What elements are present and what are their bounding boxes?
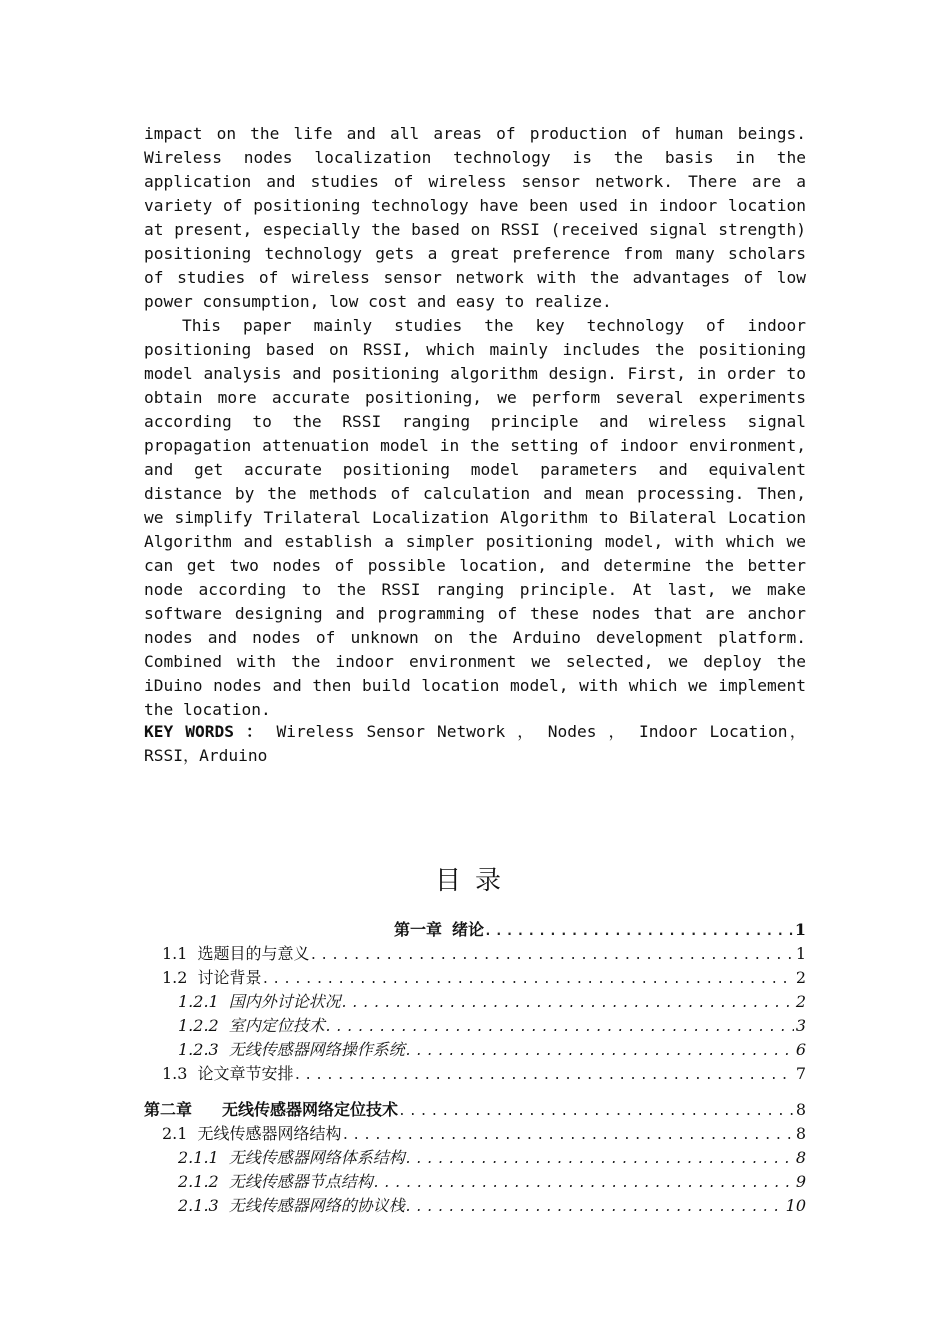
toc-entry-page: 2 [795, 992, 806, 1011]
toc-entry-chapter-1[interactable] [144, 918, 806, 942]
toc-entry-1-2-1[interactable] [144, 990, 806, 1014]
toc-entry-label: 室内定位技术 [228, 1016, 325, 1035]
toc-entry-label: 无线传感器网络体系结构 [228, 1148, 405, 1167]
toc-entry-1-1[interactable] [144, 942, 806, 966]
toc-entry-number: 1.1 [162, 944, 188, 963]
toc-entry-page: 6 [795, 1040, 806, 1059]
toc-entry-page: 10 [785, 1196, 806, 1215]
toc-leader-dots [373, 1172, 794, 1194]
toc-entry-page: 1 [794, 920, 806, 939]
toc-entry-1-2-3[interactable] [144, 1038, 806, 1062]
toc-entry-page: 9 [795, 1172, 806, 1191]
toc-leader-dots [261, 968, 793, 990]
toc-title: 目录 [434, 866, 515, 896]
toc-entry-label: 无线传感器网络定位技术 [222, 1100, 399, 1119]
toc-leader-dots [341, 1124, 793, 1146]
toc-entry-label: 选题目的与意义 [197, 944, 310, 963]
toc-entry-number: 第二章 [144, 1100, 193, 1119]
toc-leader-dots [309, 944, 793, 966]
toc-entry-page: 1 [795, 944, 806, 963]
toc-entry-label: 无线传感器节点结构 [228, 1172, 373, 1191]
toc-entry-label: 论文章节安排 [197, 1064, 294, 1083]
toc-entry-page: 7 [795, 1064, 806, 1083]
keywords-label: KEY WORDS ： [144, 722, 265, 741]
toc-entry-page: 8 [795, 1148, 806, 1167]
toc-entry-number: 2.1 [162, 1124, 188, 1143]
toc-leader-dots [405, 1196, 784, 1218]
toc-leader-dots [325, 1016, 794, 1038]
toc-entry-number: 1.3 [162, 1064, 188, 1083]
toc-entry-page: 8 [795, 1100, 806, 1119]
abstract-paragraph-2: This paper mainly studies the key technology of indoor positioning based on RSSI, which mainly includes the positioning model analysis and positioning algorithm design. First, in order to obtain more accurate positioning, we perform several experiments according to the RSSI ranging principle and wireless signal propagation attenuation model in the setting of indoor environment, and get accurate positioning model parameters and equivalent distance by the methods of calculation and mean processing. Then, we simplify Trilateral Localization Algorithm to Bilateral Location Algorithm and establish a simpler positioning model, with which we can get two nodes of possible location, and determine the better node according to the RSSI ranging principle. At last, we make software designing and programming of these nodes that are anchor nodes and nodes of unknown on the Arduino development platform. Combined with the indoor environment we selected, we deploy the iDuino nodes and then build location model, with which we implement the location. [144, 316, 806, 719]
keywords-text: Wireless Sensor Network ， Nodes ， Indoor Location，RSSI，Arduino [144, 722, 806, 765]
toc-entry-number: 1.2.3 [178, 1040, 219, 1059]
toc-leader-dots [293, 1064, 793, 1086]
toc-entry-2-1-2[interactable] [144, 1170, 806, 1194]
toc-entry-label: 国内外讨论状况 [228, 992, 341, 1011]
abstract-paragraph-1: impact on the life and all areas of production of human beings. Wireless nodes localization technology is the basis in the application and studies of wireless sensor network. There are a variety of positioning technology have been used in indoor location at present, especially the based on RSSI (received signal strength) positioning technology gets a great preference from many scholars of studies of wireless sensor network with the advantages of low power consumption, low cost and easy to realize. [144, 124, 806, 311]
toc-entry-2-1-1[interactable] [144, 1146, 806, 1170]
toc-leader-dots [405, 1040, 794, 1062]
toc-entry-number: 1.2.2 [178, 1016, 219, 1035]
toc-entry-page: 3 [795, 1016, 806, 1035]
toc-entry-number: 1.2 [162, 968, 188, 987]
toc-entry-number: 2.1.3 [178, 1196, 219, 1215]
toc-entry-1-2[interactable] [144, 966, 806, 990]
table-of-contents [144, 918, 806, 1218]
toc-entry-page: 2 [795, 968, 806, 987]
keywords-block [144, 720, 806, 768]
toc-leader-dots [405, 1148, 794, 1170]
toc-entry-1-2-2[interactable] [144, 1014, 806, 1038]
toc-entry-number: 1.2.1 [178, 992, 219, 1011]
toc-entry-number: 2.1.1 [178, 1148, 219, 1167]
toc-entry-1-3[interactable] [144, 1062, 806, 1086]
toc-entry-chapter-2[interactable] [144, 1098, 806, 1122]
toc-entry-label: 绪论 [452, 920, 485, 939]
toc-entry-label: 讨论背景 [197, 968, 262, 987]
toc-entry-label: 无线传感器网络结构 [197, 1124, 342, 1143]
toc-entry-2-1[interactable] [144, 1122, 806, 1146]
toc-leader-dots [398, 1100, 794, 1122]
toc-entry-label: 无线传感器网络操作系统 [228, 1040, 405, 1059]
toc-entry-label: 无线传感器网络的协议栈 [228, 1196, 405, 1215]
toc-leader-dots [341, 992, 794, 1014]
english-abstract [144, 122, 806, 722]
toc-entry-number: 第一章 [394, 920, 443, 939]
toc-entry-page: 8 [795, 1124, 806, 1143]
toc-entry-2-1-3[interactable] [144, 1194, 806, 1218]
toc-leader-dots [484, 920, 793, 942]
toc-entry-number: 2.1.2 [178, 1172, 219, 1191]
